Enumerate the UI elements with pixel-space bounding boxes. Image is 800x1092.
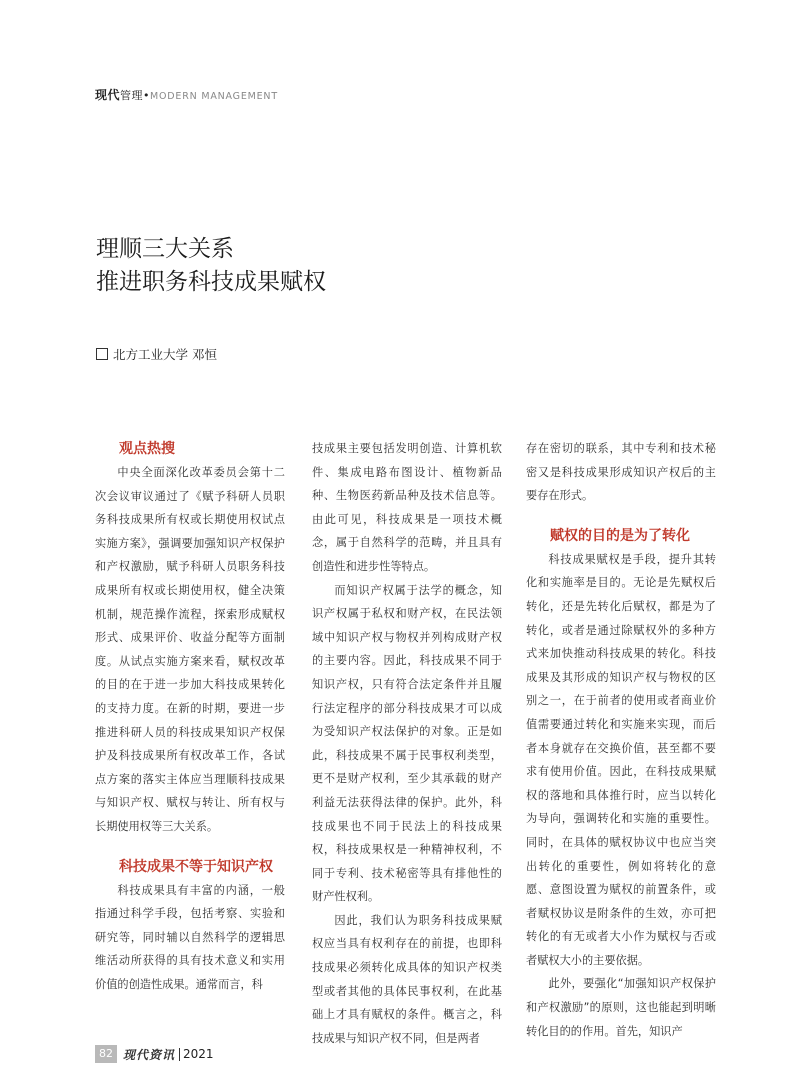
magazine-name: 现代资讯 (123, 1047, 176, 1062)
paragraph: 科技成果具有丰富的内涵，一般指通过科学手段，包括考察、实验和研究等，同时辅以自然科学的逻辑思维活动所获得的具有技术意义和实用价值的创造性成果。通常而言，科 (95, 883, 285, 991)
header-section-cn: 管理 (120, 89, 144, 102)
title-line-2: 推进职务科技成果赋权 (96, 269, 326, 295)
section-heading-purpose-is-transfer: 赋权的目的是为了转化 (550, 527, 690, 544)
header-section-en: MODERN MANAGEMENT (150, 91, 278, 102)
header-bullet: • (143, 89, 151, 102)
section-heading-results-not-ip: 科技成果不等于知识产权 (119, 858, 273, 875)
text-column-3 (526, 437, 716, 1043)
square-bullet-icon (96, 348, 108, 360)
author-text: 北方工业大学 邓恒 (113, 347, 217, 362)
article-title (96, 233, 326, 299)
footer-divider (179, 1048, 180, 1061)
page-footer (95, 1044, 214, 1064)
paragraph: 科技成果赋权是手段，提升其转化和实施率是目的。无论是先赋权后转化，还是先转化后赋权，都是为了转化，或者是通过除赋权外的多种方式来加快推动科技成果的转化。科技成果及其形成的知识产权与物权的区别之一，在于前者的使用或者商业价值需要通过转化和实施来实现，而后者本身就存在交换价值，甚至都不要求有使用价值。因此，在科技成果赋权的落地和具体推行时，应当以转化为导向，强调转化和实施的重要性。同时，在具体的赋权协议中也应当突出转化的重要性，例如将转化的意愿、意图设置为赋权的前置条件，或者赋权协议是附条件的生效，亦可把转化的有无或者大小作为赋权与否或者赋权大小的主要依据。 (526, 552, 716, 967)
issue-year: 2021 (183, 1047, 214, 1061)
author-byline (96, 345, 217, 363)
text-column-2 (312, 437, 502, 1050)
page-number: 82 (95, 1045, 117, 1063)
section-heading-hot-views: 观点热搜 (119, 441, 175, 457)
paragraph: 中央全面深化改革委员会第十二次会议审议通过了《赋予科研人员职务科技成果所有权或长期使用权试点实施方案》，强调要加强知识产权保护和产权激励，赋予科研人员职务科技成果所有权或长期使用权，健全决策机制，规范操作流程，探索形成赋权形式、成果评价、收益分配等方面制度。从试点实施方案来看，赋权改革的目的在于进一步加大科技成果转化的支持力度。在新的时期，要进一步推进科研人员的科技成果知识产权保护及科技成果所有权改革工作，各试点方案的落实主体应当理顺科技成果与知识产权、赋权与转让、所有权与长期使用权等三大关系。 (95, 466, 285, 833)
running-header (95, 86, 278, 103)
title-line-1: 理顺三大关系 (96, 236, 234, 262)
header-section-bold: 现代 (95, 88, 121, 102)
paragraph: 此外，要强化“加强知识产权保护和产权激励”的原则，这也能起到明晰转化目的的作用。首先，知识产 (526, 977, 716, 1038)
paragraph: 而知识产权属于法学的概念，知识产权属于私权和财产权，在民法领域中知识产权与物权并列构成财产权的主要内容。因此，科技成果不同于知识产权，只有符合法定条件并且履行法定程序的部分科技成果才可以成为受知识产权法保护的对象。正是如此，科技成果不属于民事权利类型，更不是财产权利，至少其承载的财产利益无法获得法律的保护。此外，科技成果也不同于民法上的科技成果权，科技成果权是一种精神权利，不同于专利、技术秘密等具有排他性的财产性权利。 (312, 583, 502, 904)
paragraph: 因此，我们认为职务科技成果赋权应当具有权利存在的前提，也即科技成果必须转化成具体的知识产权类型或者其他的具体民事权利，在此基础上才具有赋权的条件。概言之，科技成果与知识产权不同，但是两者 (312, 913, 502, 1045)
paragraph: 技成果主要包括发明创造、计算机软件、集成电路布图设计、植物新品种、生物医药新品种及技术信息等。由此可见，科技成果是一项技术概念，属于自然科学的范畴，并且具有创造性和进步性等特点。 (312, 442, 502, 573)
paragraph: 存在密切的联系，其中专利和技术秘密又是科技成果形成知识产权后的主要存在形式。 (526, 442, 716, 503)
text-column-1 (95, 437, 285, 996)
